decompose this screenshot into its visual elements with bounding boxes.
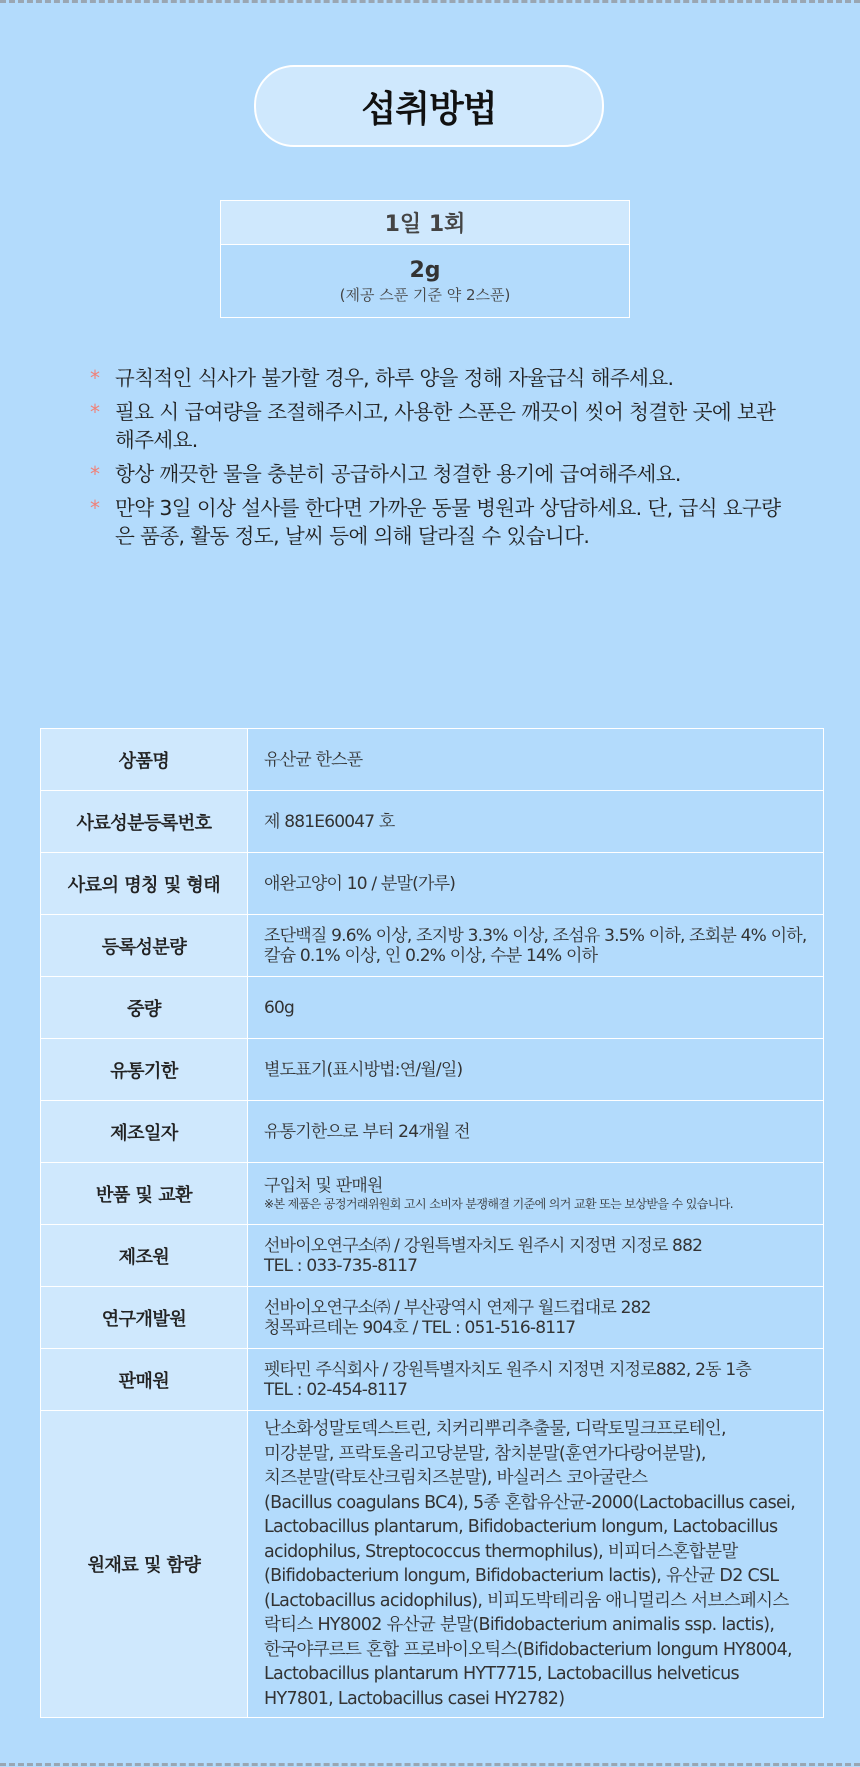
row-label: 원재료 및 함량 <box>41 1411 248 1718</box>
bottom-dashed-border <box>0 1763 860 1766</box>
row-value: 별도표기(표시방법:연/월/일) <box>248 1039 824 1101</box>
row-label: 판매원 <box>41 1349 248 1411</box>
ingredients-line: Lactobacillus plantarum, Bifidobacterium longum, Lactobacillus <box>264 1517 778 1537</box>
dose-amount: 2g <box>409 258 441 283</box>
section-title: 섭취방법 <box>254 65 604 147</box>
table-row <box>41 1349 824 1411</box>
note-item <box>90 460 790 488</box>
top-dashed-border <box>0 0 860 3</box>
ingredients-line: Lactobacillus plantarum HYT7715, Lactobacillus helveticus <box>264 1664 739 1684</box>
ingredients-line: 락티스 HY8002 유산균 분말(Bifidobacterium animalis ssp. lactis), <box>264 1615 775 1635</box>
ingredients-value <box>248 1411 824 1718</box>
returns-value: 구입처 및 판매원 <box>264 1175 383 1196</box>
row-label: 제조원 <box>41 1225 248 1287</box>
row-label: 제조일자 <box>41 1101 248 1163</box>
row-value: 조단백질 9.6% 이상, 조지방 3.3% 이상, 조섬유 3.5% 이하, 조회분 4% 이하, 칼슘 0.1% 이상, 인 0.2% 이상, 수분 14% 이하 <box>248 915 824 977</box>
row-label: 유통기한 <box>41 1039 248 1101</box>
table-row <box>41 1163 824 1225</box>
ingredients-line: (Bacillus coagulans BC4), 5종 혼합유산균-2000(Lactobacillus casei, <box>264 1492 796 1513</box>
row-value <box>248 1163 824 1225</box>
row-label: 반품 및 교환 <box>41 1163 248 1225</box>
ingredients-line: 미강분말, 프락토올리고당분말, 참치분말(훈연가다랑어분말), <box>264 1443 706 1464</box>
product-info-table <box>40 728 824 1718</box>
note-text: 필요 시 급여량을 조절해주시고, 사용한 스푼은 깨끗이 씻어 청결한 곳에 보관해주세요. <box>115 400 776 452</box>
table-row <box>41 853 824 915</box>
note-text: 만약 3일 이상 설사를 한다면 가까운 동물 병원과 상담하세요. 단, 급식 요구량은 품종, 활동 정도, 날씨 등에 의해 달라질 수 있습니다. <box>115 496 781 548</box>
table-row <box>41 1101 824 1163</box>
table-row <box>41 791 824 853</box>
note-item <box>90 494 790 550</box>
row-label: 사료성분등록번호 <box>41 791 248 853</box>
returns-note: ※본 제품은 공정거래위원회 고시 소비자 분쟁해결 기준에 의거 교환 또는 보상받을 수 있습니다. <box>264 1196 733 1211</box>
table-row <box>41 1039 824 1101</box>
row-value: 제 881E60047 호 <box>248 791 824 853</box>
table-row <box>41 977 824 1039</box>
row-label: 연구개발원 <box>41 1287 248 1349</box>
developer-tel: 청목파르테논 904호 / TEL : 051-516-8117 <box>264 1317 576 1338</box>
table-row <box>41 1225 824 1287</box>
manufacturer-tel: TEL : 033-735-8117 <box>264 1255 418 1276</box>
ingredients-line: (Lactobacillus acidophilus), 비피도박테리움 애니멀리스 서브스페시스 <box>264 1590 789 1611</box>
row-value: 유산균 한스푼 <box>248 729 824 791</box>
ingredients-line: (Bifidobacterium longum, Bifidobacterium lactis), 유산균 D2 CSL <box>264 1566 779 1586</box>
note-text: 항상 깨끗한 물을 충분히 공급하시고 청결한 용기에 급여해주세요. <box>115 462 681 486</box>
row-label: 사료의 명칭 및 형태 <box>41 853 248 915</box>
asterisk-icon: * <box>90 400 100 424</box>
note-text: 규칙적인 식사가 불가할 경우, 하루 양을 정해 자율급식 해주세요. <box>115 366 674 390</box>
asterisk-icon: * <box>90 496 100 520</box>
dose-amount-cell <box>221 245 629 317</box>
row-label: 중량 <box>41 977 248 1039</box>
ingredients-line: HY7801, Lactobacillus casei HY2782) <box>264 1688 565 1709</box>
row-value: 애완고양이 10 / 분말(가루) <box>248 853 824 915</box>
table-row <box>41 1287 824 1349</box>
note-item <box>90 398 790 454</box>
ingredients-line: 난소화성말토덱스트린, 치커리뿌리추출물, 디락토밀크프로테인, <box>264 1419 726 1439</box>
row-value <box>248 1225 824 1287</box>
ingredients-line: 치즈분말(락토산크림치즈분말), 바실러스 코아굴란스 <box>264 1468 648 1488</box>
row-value <box>248 1349 824 1411</box>
row-value <box>248 1287 824 1349</box>
table-row <box>41 1411 824 1718</box>
row-value: 유통기한으로 부터 24개월 전 <box>248 1101 824 1163</box>
table-row <box>41 915 824 977</box>
row-label: 등록성분량 <box>41 915 248 977</box>
seller-tel: TEL : 02-454-8117 <box>264 1379 408 1400</box>
manufacturer-address: 선바이오연구소㈜ / 강원특별자치도 원주시 지정면 지정로 882 <box>264 1235 703 1256</box>
note-item <box>90 364 790 392</box>
row-label: 상품명 <box>41 729 248 791</box>
table-row <box>41 729 824 791</box>
asterisk-icon: * <box>90 462 100 486</box>
ingredients-line: 한국야쿠르트 혼합 프로바이오틱스(Bifidobacterium longum HY8004, <box>264 1639 792 1660</box>
asterisk-icon: * <box>90 366 100 390</box>
usage-notes <box>90 364 790 556</box>
developer-address: 선바이오연구소㈜ / 부산광역시 연제구 월드컵대로 282 <box>264 1297 651 1318</box>
dose-box <box>220 200 630 318</box>
dose-frequency: 1일 1회 <box>221 201 629 245</box>
ingredients-line: acidophilus, Streptococcus thermophilus), 비피더스혼합분말 <box>264 1541 738 1562</box>
dose-note: (제공 스푼 기준 약 2스푼) <box>339 286 511 304</box>
seller-address: 펫타민 주식회사 / 강원특별자치도 원주시 지정면 지정로882, 2동 1층 <box>264 1359 751 1380</box>
row-value: 60g <box>248 977 824 1039</box>
